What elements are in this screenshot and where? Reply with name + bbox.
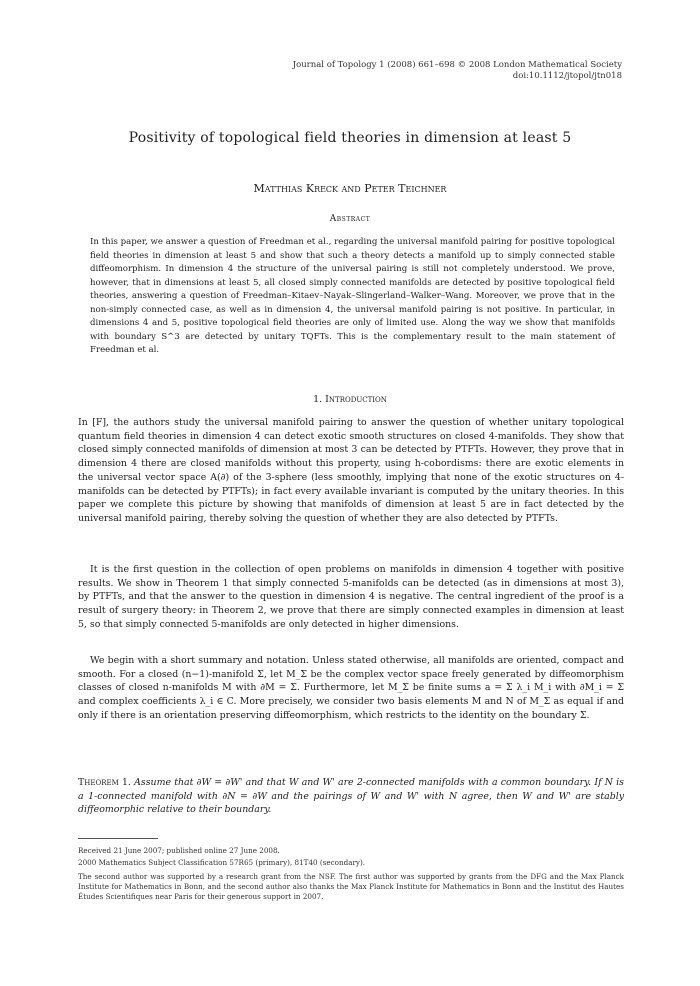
intro-paragraph-2: It is the first question in the collection of open problems on manifolds in dimension 4 together with positive results. We show in Theorem 1 that simply connected 5-manifolds can be detected (as in dimensions at most 3), by PTFTs, and that the answer to the question in dimension 4 is negative. The central ingredient of the proof is a result of surgery theory: in Theorem 2, we prove that there are simply connected examples in dimension at least 5, so that simply connected 5-manifolds are only detected in higher dimensions.	[78, 564, 624, 630]
paper-title: Positivity of topological field theories in dimension at least 5	[128, 130, 572, 146]
footnote-acknowledgement: The second author was supported by a research grant from the NSF. The first author was supported by grants from the DFG and the Max Planck Institute for Mathematics in Bonn, and the second author also thanks the Max Planck Institute for Mathematics in Bonn and the Institut des Hautes Études Scientifiques near Paris for their generous support in 2007.	[78, 872, 624, 901]
abstract-text: In this paper, we answer a question of Freedman et al., regarding the universal manifold pairing for positive topological field theories in dimension at least 5 and show that such a theory detects a manifold up to simply connected stable diffeomorphism. In dimension 4 the structure of the universal pairing is still not completely understood. We prove, however, that in dimensions at least 5, all closed simply connected manifolds are detected by positive topological field theories, answering a question of Freedman–Kitaev–Nayak–Slingerland–Walker–Wang. Moreover, we prove that in the non-simply connected case, as well as in dimension 4, the universal manifold pairing is not positive. In particular, in dimensions 4 and 5, positive topological field theories are only of limited use. Along the way we show that manifolds with boundary S^3 are detected by unitary TQFTs. This is the complementary result to the main statement of Freedman et al.	[90, 237, 615, 355]
intro-paragraph-1: In [F], the authors study the universal manifold pairing to answer the question of whether unitary topological quantum field theories in dimension 4 can detect exotic smooth structures on closed 4-manifolds. They show that closed simply connected manifolds of dimension at most 3 can be detected by PTFTs. However, they prove that in dimension 4 there are closed manifolds without this property, using h-cobordisms: there are exotic elements in the universal vector space A(∂) of the 3-sphere (less smoothly, implying that none of the exotic structures on 4-manifolds can be detected by PTFTs); in fact every available invariant is computed by the unitary theories. In this paper we complete this picture by showing that manifolds of dimension at least 5 are in fact detected by the universal manifold pairing, thereby solving the question of whether they are also detected by PTFTs.	[78, 417, 624, 524]
journal-header	[293, 60, 622, 82]
footnote-rule	[78, 838, 158, 839]
theorem-1	[78, 776, 624, 816]
paper-authors: Matthias Kreck and Peter Teichner	[253, 182, 447, 195]
theorem-text: Assume that ∂W = ∂W' and that W and W' are 2-connected manifolds with a common boundary. If N is a 1-connected manifold with ∂N = ∂W and the pairings of W and W' with N agree, then W and W' are stably diffeomorphic relative to their boundary.	[78, 777, 624, 816]
journal-citation: Journal of Topology 1 (2008) 661–698 © 2008 London Mathematical Society	[292, 60, 622, 70]
abstract-heading: Abstract	[329, 214, 371, 224]
intro-paragraph-3: We begin with a short summary and notation. Unless stated otherwise, all manifolds are oriented, compact and smooth. For a closed (n−1)-manifold Σ, let M_Σ be the complex vector space freely generated by diffeomorphism classes of closed n-manifolds M with ∂M = Σ. Furthermore, let M_Σ be finite sums a = Σ λ_i M_i with ∂M_i = Σ and complex coefficients λ_i ∈ C. More precisely, we consider two basis elements M and N of M_Σ as equal if and only if there is an orientation preserving diffeomorphism, which restricts to the identity on the boundary Σ.	[78, 655, 624, 721]
section-heading-introduction: 1. Introduction	[313, 394, 387, 405]
footnotes	[78, 846, 624, 904]
footnote-received: Received 21 June 2007; published online 27 June 2008.	[78, 846, 280, 855]
journal-doi: doi:10.1112/jtopol/jtn018	[512, 71, 622, 81]
theorem-label: Theorem 1.	[78, 777, 131, 788]
footnote-msc: 2000 Mathematics Subject Classification 57R65 (primary), 81T40 (secondary).	[78, 858, 366, 867]
